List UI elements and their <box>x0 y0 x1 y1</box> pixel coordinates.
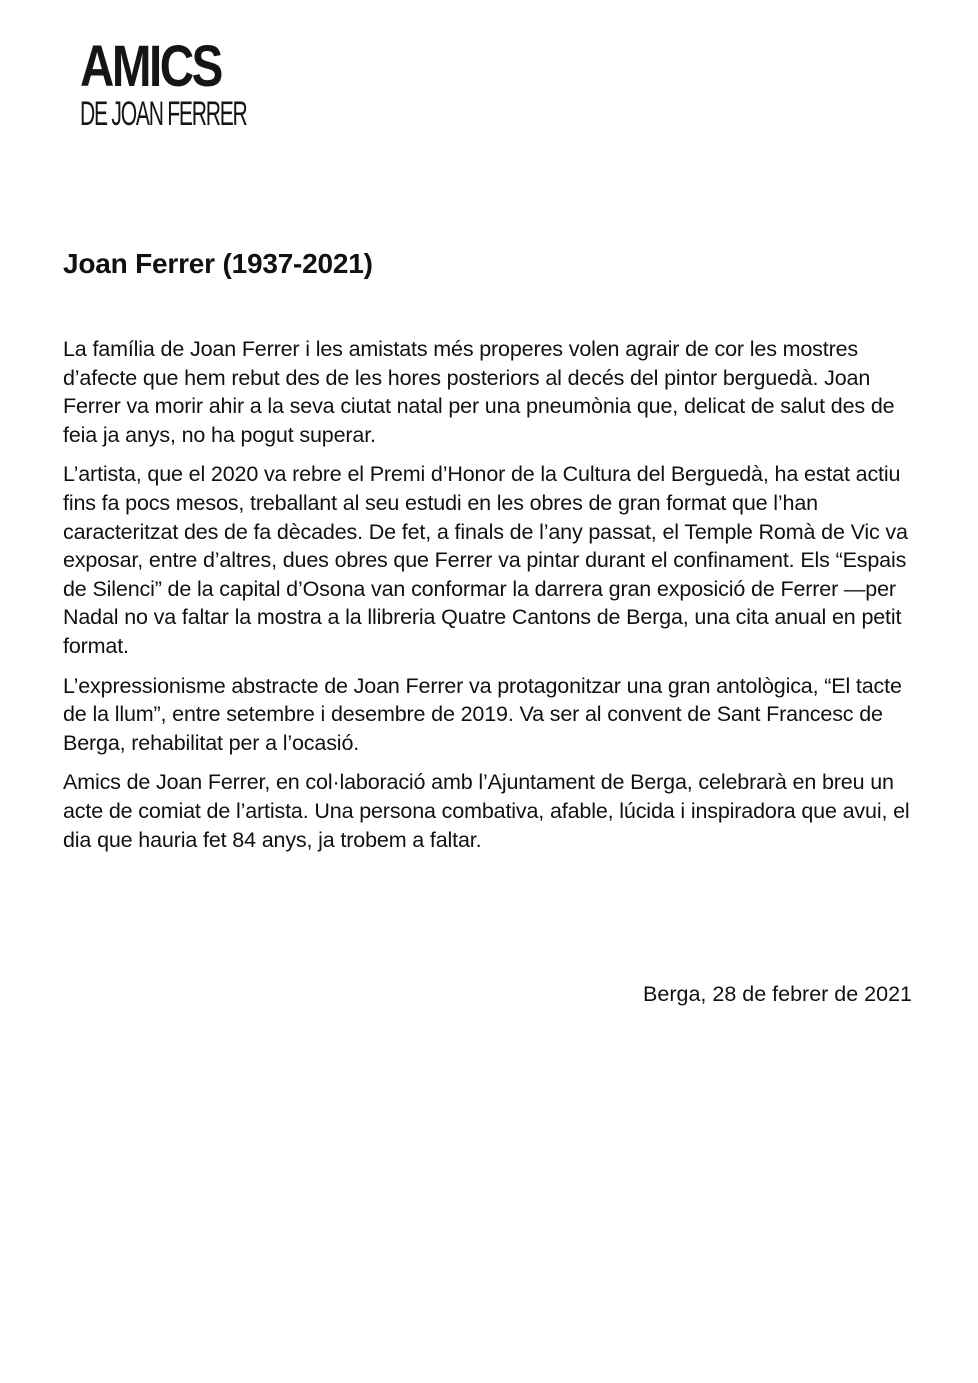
document-title: Joan Ferrer (1937-2021) <box>63 248 373 279</box>
logo-line-amics: AMICS <box>80 34 221 99</box>
paragraph-3: L’expressionisme abstracte de Joan Ferrer va protagonitzar una gran antològica, “El tacte de la llum”, entre setembre i desembre de 2019. Va ser al convent de Sant Francesc de Berga, rehabilitat per a l’ocasió. <box>63 673 902 755</box>
paragraph-4: Amics de Joan Ferrer, en col·laboració amb l’Ajuntament de Berga, celebrarà en breu un acte de comiat de l’artista. Una persona combativa, afable, lúcida i inspiradora que avui, el dia que hauria fet 84 anys, ja trobem a faltar. <box>63 770 910 852</box>
paragraph-1: La família de Joan Ferrer i les amistats més properes volen agrair de cor les mostres d’afecte que hem rebut des de les hores posteriors al decés del pintor berguedà. Joan Ferrer va morir ahir a la seva ciutat natal per una pneumònia que, delicat de salut des de feia ja anys, no ha pogut superar. <box>63 337 895 447</box>
place-and-date: Berga, 28 de febrer de 2021 <box>643 982 912 1006</box>
document-body <box>63 335 923 865</box>
paragraph-2: L’artista, que el 2020 va rebre el Premi d’Honor de la Cultura del Berguedà, ha estat actiu fins fa pocs mesos, treballant al seu estudi en les obres de gran format que l’han caracteritzat des de fa dècades. De fet, a finals de l’any passat, el Temple Romà de Vic va exposar, entre d’altres, dues obres que Ferrer va pintar durant el confinament. Els “Espais de Silenci” de la capital d’Osona van conformar la darrera gran exposició de Ferrer —per Nadal no va faltar la mostra a la llibreria Quatre Cantons de Berga, una cita anual en petit format. <box>63 462 908 658</box>
organization-logo <box>80 34 250 133</box>
logo-line-de-joan-ferrer: DE JOAN FERRER <box>80 95 247 133</box>
